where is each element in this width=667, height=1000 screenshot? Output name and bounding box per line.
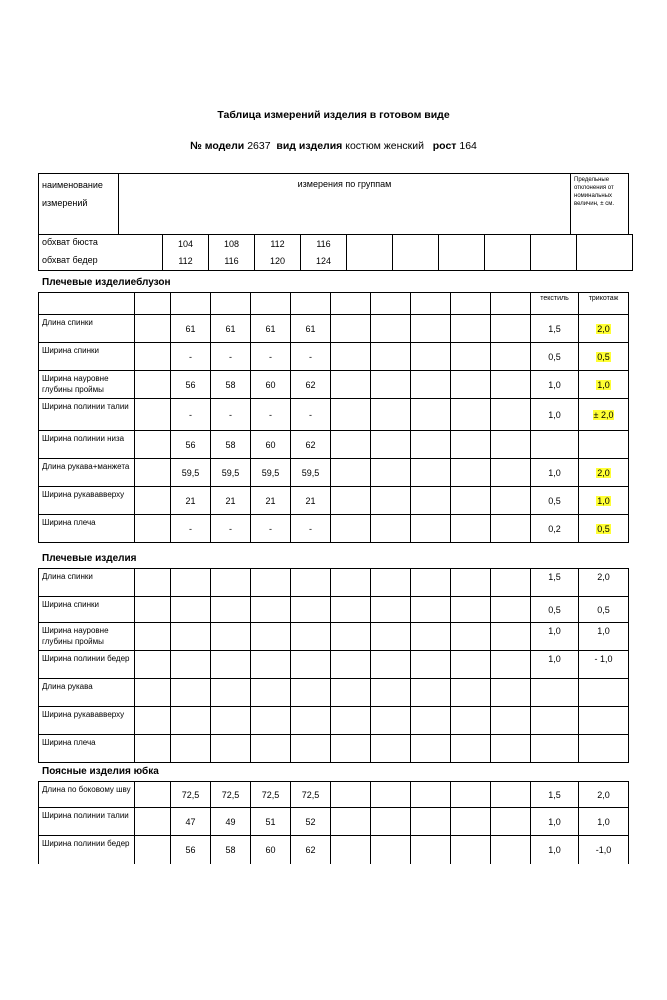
knit-value-highlight: 2,0 <box>597 467 610 478</box>
knit-header: трикотаж <box>579 293 629 315</box>
knit-value <box>579 431 629 459</box>
bust-value: 108 <box>209 235 255 253</box>
textile-value <box>531 707 579 735</box>
textile-value: 1,0 <box>531 836 579 864</box>
row-label: Ширина плеча <box>39 735 135 763</box>
cell-value: - <box>251 515 291 543</box>
textile-value: 1,5 <box>531 315 579 343</box>
row-label: Ширина спинки <box>39 343 135 371</box>
type-label: вид изделия <box>276 140 343 152</box>
cell-value: 62 <box>291 431 331 459</box>
cell-value: 62 <box>291 371 331 399</box>
cell-value: 21 <box>291 487 331 515</box>
cell-value: 56 <box>171 431 211 459</box>
textile-value: 1,0 <box>531 651 579 679</box>
cell-value: 58 <box>211 431 251 459</box>
textile-value: 0,5 <box>531 487 579 515</box>
row-label: Ширина полинии талии <box>39 808 135 836</box>
row-label: Ширина полинии низа <box>39 431 135 459</box>
textile-value <box>531 679 579 707</box>
cell-value: 56 <box>171 836 211 864</box>
skirt-table <box>38 781 629 864</box>
knit-value <box>579 707 629 735</box>
header-table <box>38 173 629 235</box>
cell-value: 62 <box>291 836 331 864</box>
cell-value: 47 <box>171 808 211 836</box>
cell-value: - <box>211 399 251 431</box>
section-title-blouson: Плечевые изделиеблузон <box>42 277 171 288</box>
textile-value: 0,5 <box>531 597 579 623</box>
height-value: 164 <box>459 140 477 152</box>
knit-value-highlight: ± 2,0 <box>593 409 614 420</box>
knit-value: - 1,0 <box>579 651 629 679</box>
cell-value: 21 <box>251 487 291 515</box>
hip-value: 116 <box>209 253 255 271</box>
section-title-shoulder: Плечевые изделия <box>42 553 137 564</box>
textile-value: 1,0 <box>531 459 579 487</box>
model-label: № модели <box>190 140 245 152</box>
row-label: Ширина науровне глубины проймы <box>39 623 135 651</box>
bust-label: обхват бюста <box>39 235 163 253</box>
cell-value: 52 <box>291 808 331 836</box>
cell-value: 72,5 <box>291 782 331 808</box>
cell-value: 21 <box>211 487 251 515</box>
section-title-skirt: Поясные изделия юбка <box>42 766 159 777</box>
cell-value: 59,5 <box>291 459 331 487</box>
knit-value: 2,0 <box>579 569 629 597</box>
row-label: Ширина полинии бедер <box>39 651 135 679</box>
blouson-table <box>38 292 629 543</box>
type-value: костюм женский <box>345 140 424 152</box>
cell-value: 21 <box>171 487 211 515</box>
cell-value: 61 <box>211 315 251 343</box>
knit-value-highlight: 0,5 <box>597 351 610 362</box>
deviation-header: Предельные отклонения от номинальных величин, ± см. <box>571 174 629 235</box>
hip-value: 120 <box>255 253 301 271</box>
height-label: рост <box>432 140 457 152</box>
cell-value: - <box>251 399 291 431</box>
row-label: Ширина рукававверху <box>39 487 135 515</box>
document-subtitle <box>0 140 667 152</box>
hip-value: 112 <box>163 253 209 271</box>
cell-value: - <box>171 399 211 431</box>
row-label: Длина рукава <box>39 679 135 707</box>
textile-value: 1,0 <box>531 623 579 651</box>
cell-value: - <box>251 343 291 371</box>
textile-value: 1,0 <box>531 399 579 431</box>
knit-value <box>579 735 629 763</box>
textile-value <box>531 431 579 459</box>
cell-value: - <box>291 515 331 543</box>
shoulder-table <box>38 568 629 763</box>
cell-value: 58 <box>211 371 251 399</box>
cell-value: 49 <box>211 808 251 836</box>
textile-value: 1,5 <box>531 569 579 597</box>
cell-value: - <box>291 399 331 431</box>
knit-value: 0,5 <box>579 597 629 623</box>
document-title: Таблица измерений изделия в готовом виде <box>217 109 450 121</box>
bust-value: 104 <box>163 235 209 253</box>
size-table <box>38 234 633 271</box>
cell-value: - <box>291 343 331 371</box>
knit-value: 1,0 <box>579 623 629 651</box>
hip-label: обхват бедер <box>39 253 163 271</box>
cell-value: 59,5 <box>251 459 291 487</box>
cell-value: 60 <box>251 371 291 399</box>
knit-value: 1,0 <box>579 808 629 836</box>
textile-header: текстиль <box>531 293 579 315</box>
row-label: Ширина плеча <box>39 515 135 543</box>
textile-value: 0,5 <box>531 343 579 371</box>
name-column-header: наименование измерений <box>39 174 119 235</box>
cell-value: 61 <box>171 315 211 343</box>
row-label: Длина по боковому шву <box>39 782 135 808</box>
cell-value: 56 <box>171 371 211 399</box>
textile-value: 1,0 <box>531 808 579 836</box>
cell-value: - <box>171 515 211 543</box>
cell-value: 59,5 <box>171 459 211 487</box>
knit-value-highlight: 1,0 <box>597 379 610 390</box>
textile-value <box>531 735 579 763</box>
cell-value: 58 <box>211 836 251 864</box>
cell-value: 72,5 <box>211 782 251 808</box>
cell-value: - <box>211 515 251 543</box>
groups-header: измерения по группам <box>119 174 571 235</box>
row-label: Длина спинки <box>39 315 135 343</box>
cell-value: - <box>171 343 211 371</box>
model-number: 2637 <box>247 140 271 152</box>
row-label: Длина рукава+манжета <box>39 459 135 487</box>
bust-value: 112 <box>255 235 301 253</box>
row-label: Ширина полинии бедер <box>39 836 135 864</box>
knit-value: 2,0 <box>579 782 629 808</box>
textile-value: 1,5 <box>531 782 579 808</box>
row-label: Длина спинки <box>39 569 135 597</box>
cell-value: 72,5 <box>251 782 291 808</box>
knit-value-highlight: 1,0 <box>597 495 610 506</box>
row-label: Ширина полинии талии <box>39 399 135 431</box>
row-label: Ширина рукававверху <box>39 707 135 735</box>
cell-value: 60 <box>251 836 291 864</box>
cell-value: 72,5 <box>171 782 211 808</box>
knit-value-highlight: 2,0 <box>597 323 610 334</box>
knit-value-highlight: 0,5 <box>597 523 610 534</box>
textile-value: 0,2 <box>531 515 579 543</box>
cell-value: 61 <box>291 315 331 343</box>
cell-value: 60 <box>251 431 291 459</box>
row-label: Ширина науровне глубины проймы <box>39 371 135 399</box>
knit-value: -1,0 <box>579 836 629 864</box>
cell-value: 51 <box>251 808 291 836</box>
cell-value: - <box>211 343 251 371</box>
bust-value: 116 <box>301 235 347 253</box>
knit-value <box>579 679 629 707</box>
textile-value: 1,0 <box>531 371 579 399</box>
hip-value: 124 <box>301 253 347 271</box>
cell-value: 59,5 <box>211 459 251 487</box>
row-label: Ширина спинки <box>39 597 135 623</box>
cell-value: 61 <box>251 315 291 343</box>
